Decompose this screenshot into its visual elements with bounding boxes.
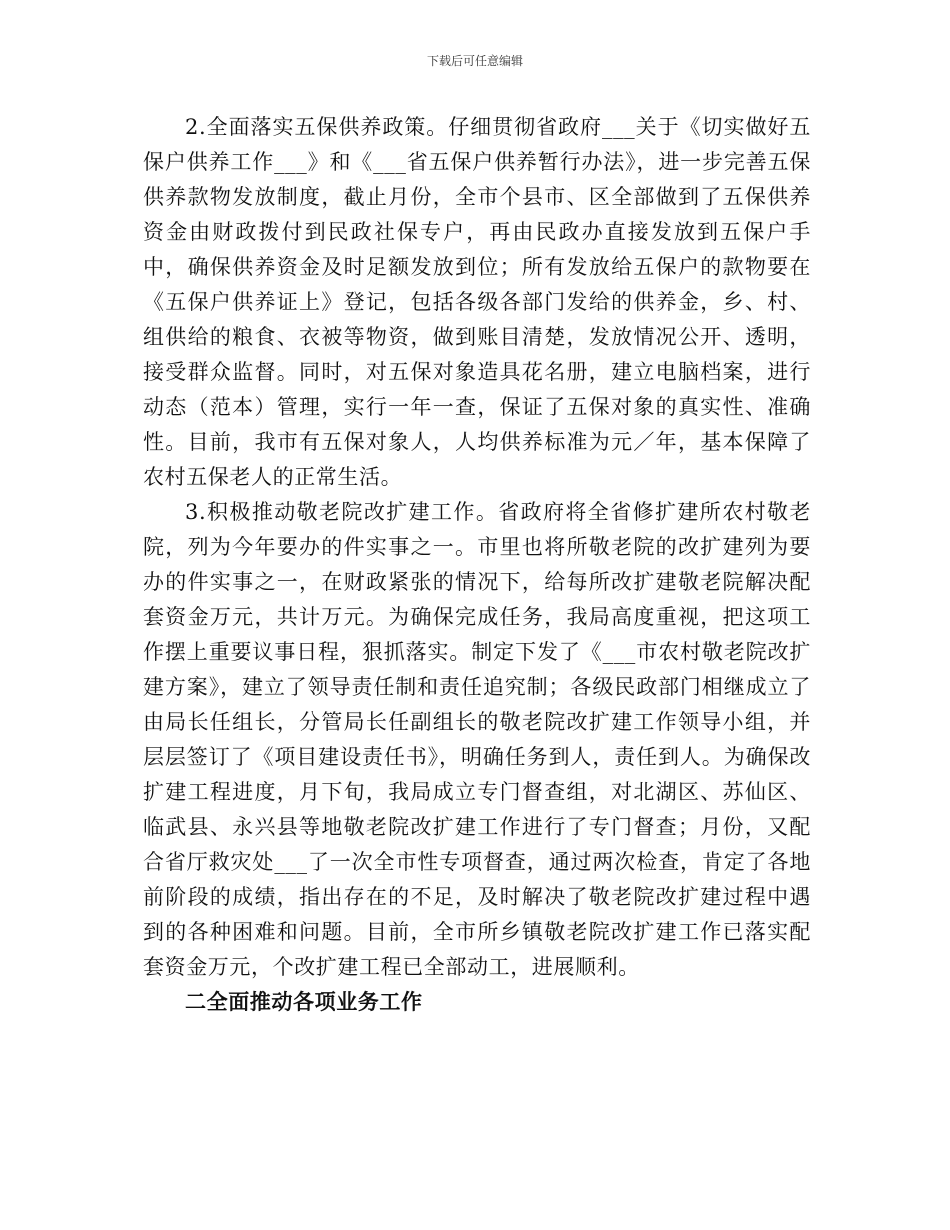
paragraph-nursing-home-expansion: 3.积极推动敬老院改扩建工作。省政府将全省修扩建所农村敬老院，列为今年要办的件实事之一。市里也将所敬老院的改扩建列为要办的件实事之一，在财政紧张的情况下，给每所改扩建敬老院解决配套资金万元，共计万元。为确保完成任务，我局高度重视，把这项工作摆上重要议事日程，狠抓落实。制定下发了《___市农村敬老院改扩建方案》，建立了领导责任制和责任追究制；各级民政部门相继成立了由局长任组长，分管局长任副组长的敬老院改扩建工作领导小组，并层层签订了《项目建设责任书》，明确任务到人，责任到人。为确保改扩建工程进度，月下旬，我局成立专门督查组，对北湖区、苏仙区、临武县、永兴县等地敬老院改扩建工作进行了专门督查；月份，又配合省厅救灾处___了一次全市性专项督查，通过两次检查，肯定了各地前阶段的成绩，指出存在的不足，及时解决了敬老院改扩建过程中遇到的各种困难和问题。目前，全市所乡镇敬老院改扩建工作已落实配套资金万元，个改扩建工程已全部动工，进展顺利。 bbox=[143, 500, 811, 979]
page-header: 下载后可任意编辑 bbox=[426, 54, 523, 68]
section-heading: 二全面推动各项业务工作 bbox=[185, 990, 423, 1014]
document-body bbox=[143, 110, 811, 1020]
paragraph-wubao-policy: 2.全面落实五保供养政策。仔细贯彻省政府___关于《切实做好五保户供养工作___》和《___省五保户供养暂行办法》，进一步完善五保供养款物发放制度，截止月份，全市个县市、区全部做到了五保供养资金由财政拨付到民政社保专户，再由民政办直接发放到五保户手中，确保供养资金及时足额发放到位；所有发放给五保户的款物要在《五保户供养证上》登记，包括各级各部门发给的供养金，乡、村、组供给的粮食、衣被等物资，做到账目清楚，发放情况公开、透明，接受群众监督。同时，对五保对象造具花名册，建立电脑档案，进行动态（范本）管理，实行一年一查，保证了五保对象的真实性、准确性。目前，我市有五保对象人，人均供养标准为元／年，基本保障了农村五保老人的正常生活。 bbox=[143, 115, 811, 489]
